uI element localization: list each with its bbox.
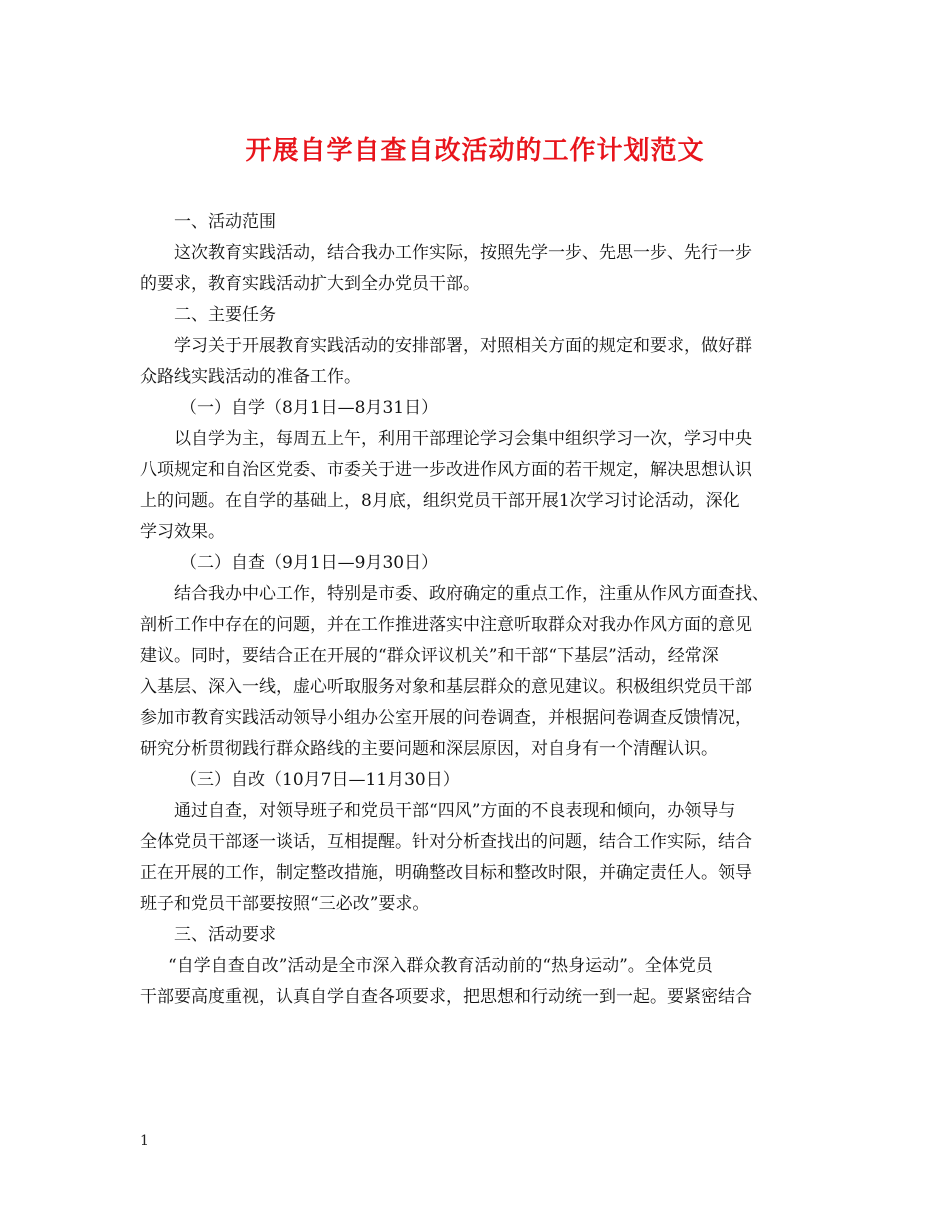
document-title: 开展自学自查自改活动的工作计划范文 bbox=[245, 136, 705, 166]
paragraph-line: “自学自查自改”活动是全市深入群众教育活动前的“热身运动”。全体党员 bbox=[168, 956, 713, 976]
section-heading-scope: 一、活动范围 bbox=[174, 212, 276, 232]
paragraph-line: 入基层、深入一线，虚心听取服务对象和基层群众的意见建议。积极组织党员干部 bbox=[140, 677, 752, 697]
paragraph-line: 剖析工作中存在的问题，并在工作推进落实中注意听取群众对我办作风方面的意见 bbox=[140, 615, 752, 635]
paragraph-line: 班子和党员干部要按照“三必改”要求。 bbox=[140, 894, 430, 914]
paragraph-line: 学习关于开展教育实践活动的安排部署，对照相关方面的规定和要求，做好群 bbox=[174, 336, 752, 356]
paragraph-line: 众路线实践活动的准备工作。 bbox=[140, 367, 361, 387]
paragraph-line: 的要求，教育实践活动扩大到全办党员干部。 bbox=[140, 274, 480, 294]
paragraph-line: 通过自查，对领导班子和党员干部“四风”方面的不良表现和倾向，办领导与 bbox=[174, 801, 736, 821]
paragraph-line: 以自学为主，每周五上午，利用干部理论学习会集中组织学习一次，学习中央 bbox=[174, 429, 752, 449]
subsection-heading-self-study: （一）自学（8月1日—8月31日） bbox=[180, 398, 439, 418]
paragraph-line: 参加市教育实践活动领导小组办公室开展的问卷调查，并根据问卷调查反馈情况， bbox=[140, 708, 752, 728]
paragraph-line: 结合我办中心工作，特别是市委、政府确定的重点工作，注重从作风方面查找、 bbox=[174, 584, 769, 604]
paragraph-line: 研究分析贯彻践行群众路线的主要问题和深层原因，对自身有一个清醒认识。 bbox=[140, 739, 718, 759]
paragraph-line: 上的问题。在自学的基础上，8月底，组织党员干部开展1次学习讨论活动，深化 bbox=[140, 491, 740, 511]
subsection-heading-self-check: （二）自查（9月1日—9月30日） bbox=[180, 553, 439, 573]
paragraph-line: 这次教育实践活动，结合我办工作实际，按照先学一步、先思一步、先行一步 bbox=[174, 243, 752, 263]
paragraph-line: 全体党员干部逐一谈话，互相提醒。针对分析查找出的问题，结合工作实际，结合 bbox=[140, 832, 752, 852]
paragraph-line: 学习效果。 bbox=[140, 522, 225, 542]
document-body bbox=[140, 207, 812, 1013]
section-heading-requirements: 三、活动要求 bbox=[174, 925, 276, 945]
paragraph-line: 干部要高度重视，认真自学自查各项要求，把思想和行动统一到一起。要紧密结合 bbox=[140, 987, 752, 1007]
paragraph-line: 正在开展的工作，制定整改措施，明确整改目标和整改时限，并确定责任人。领导 bbox=[140, 863, 752, 883]
paragraph-line: 八项规定和自治区党委、市委关于进一步改进作风方面的若干规定，解决思想认识 bbox=[140, 460, 752, 480]
paragraph-line: 建议。同时，要结合正在开展的“群众评议机关”和干部“下基层”活动，经常深 bbox=[140, 646, 719, 666]
subsection-heading-self-correct: （三）自改（10月7日—11月30日） bbox=[180, 770, 460, 790]
section-heading-tasks: 二、主要任务 bbox=[174, 305, 276, 325]
page-number: 1 bbox=[140, 1133, 149, 1149]
